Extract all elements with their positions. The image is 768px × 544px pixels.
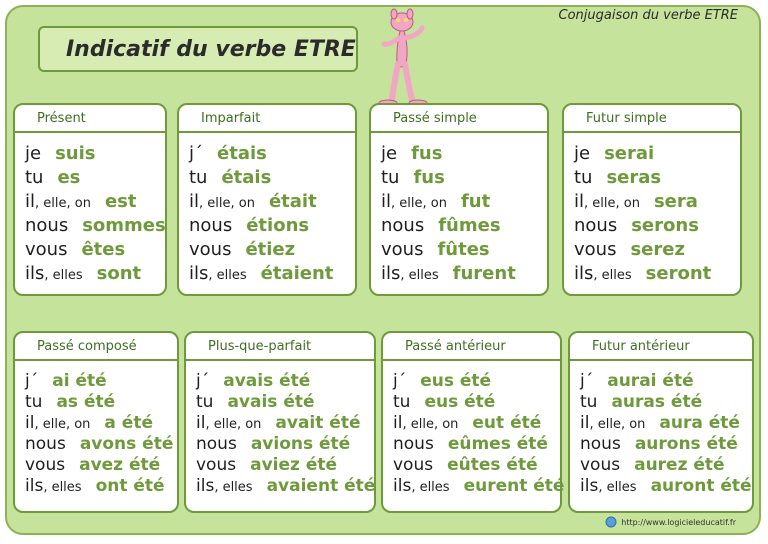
conjugation-row: ils , elles avaient été bbox=[196, 476, 376, 496]
conjugation-row: je fus bbox=[381, 143, 443, 164]
conjugation-row: il , elle, on eut été bbox=[393, 413, 542, 433]
conjugation-row: nous sommes bbox=[25, 215, 166, 236]
conjugation-row: il , elle, on était bbox=[189, 191, 317, 212]
tense-card-passe-compose bbox=[13, 331, 179, 513]
tense-title: Futur simple bbox=[564, 105, 740, 133]
conjugation-row: tu auras été bbox=[580, 392, 703, 412]
conjugation-row: vous êtes bbox=[25, 239, 126, 260]
conjugation-row: il , elle, on fut bbox=[381, 191, 491, 212]
tense-card-futur-anterieur bbox=[568, 331, 754, 513]
tense-title: Imparfait bbox=[179, 105, 355, 133]
globe-icon bbox=[605, 516, 617, 528]
conjugation-row: j´ étais bbox=[189, 143, 267, 164]
conjugation-row: vous fûtes bbox=[381, 239, 490, 260]
conjugation-row: il , elle, on aura été bbox=[580, 413, 740, 433]
tense-title: Présent bbox=[15, 105, 165, 133]
tense-title: Plus-que-parfait bbox=[186, 333, 374, 361]
conjugation-row: je suis bbox=[25, 143, 96, 164]
conjugation-row: nous fûmes bbox=[381, 215, 501, 236]
conjugation-row: ils , elles eurent été bbox=[393, 476, 565, 496]
tense-card-present bbox=[13, 103, 167, 296]
conjugation-row: j´ aurai été bbox=[580, 371, 694, 391]
conjugation-row: il , elle, on est bbox=[25, 191, 137, 212]
footer-link[interactable] bbox=[605, 516, 736, 528]
conjugation-row: ils , elles étaient bbox=[189, 263, 334, 284]
conjugation-row: ils , elles seront bbox=[574, 263, 712, 284]
tense-title: Passé antérieur bbox=[383, 333, 560, 361]
tense-card-imparfait bbox=[177, 103, 357, 296]
conjugation-row: vous aviez été bbox=[196, 455, 338, 475]
conjugation-row: ils , elles auront été bbox=[580, 476, 752, 496]
conjugation-row: nous avons été bbox=[25, 434, 174, 454]
conjugation-row: il , elle, on a été bbox=[25, 413, 153, 433]
tense-card-passe-simple bbox=[369, 103, 549, 296]
tense-title: Passé composé bbox=[15, 333, 177, 361]
conjugation-row: tu es bbox=[25, 167, 81, 188]
conjugation-row: vous étiez bbox=[189, 239, 296, 260]
conjugation-row: nous eûmes été bbox=[393, 434, 548, 454]
conjugation-row: j´ ai été bbox=[25, 371, 107, 391]
conjugation-row: nous aurons été bbox=[580, 434, 738, 454]
conjugation-row: ils , elles sont bbox=[25, 263, 142, 284]
conjugation-row: tu as été bbox=[25, 392, 116, 412]
tense-card-futur-simple bbox=[562, 103, 742, 296]
conjugation-row: vous eûtes été bbox=[393, 455, 538, 475]
tense-card-passe-anterieur bbox=[381, 331, 565, 513]
conjugation-row: tu seras bbox=[574, 167, 662, 188]
conjugation-row: tu étais bbox=[189, 167, 272, 188]
conjugation-row: tu fus bbox=[381, 167, 445, 188]
conjugation-row: vous avez été bbox=[25, 455, 161, 475]
conjugation-row: ils , elles furent bbox=[381, 263, 516, 284]
conjugation-row: nous avions été bbox=[196, 434, 351, 454]
page-title: Indicatif du verbe ETRE bbox=[38, 26, 358, 72]
conjugation-row: vous aurez été bbox=[580, 455, 725, 475]
conjugation-row: vous serez bbox=[574, 239, 685, 260]
conjugation-row: tu avais été bbox=[196, 392, 315, 412]
tense-title: Passé simple bbox=[371, 105, 547, 133]
conjugation-row: j´ avais été bbox=[196, 371, 311, 391]
conjugation-row: tu eus été bbox=[393, 392, 496, 412]
footer-url: http://www.logicieleducatif.fr bbox=[621, 517, 736, 527]
tense-card-plus-que-parfait bbox=[184, 331, 376, 513]
conjugation-row: nous étions bbox=[189, 215, 310, 236]
tense-title: Futur antérieur bbox=[570, 333, 752, 361]
conjugation-row: ils , elles ont été bbox=[25, 476, 165, 496]
conjugation-row: je serai bbox=[574, 143, 655, 164]
conjugation-row: il , elle, on sera bbox=[574, 191, 698, 212]
pink-panther-illustration bbox=[370, 8, 436, 108]
conjugation-row: il , elle, on avait été bbox=[196, 413, 361, 433]
conjugation-row: j´ eus été bbox=[393, 371, 492, 391]
corner-title: Conjugaison du verbe ETRE bbox=[558, 8, 738, 23]
conjugation-row: nous serons bbox=[574, 215, 699, 236]
